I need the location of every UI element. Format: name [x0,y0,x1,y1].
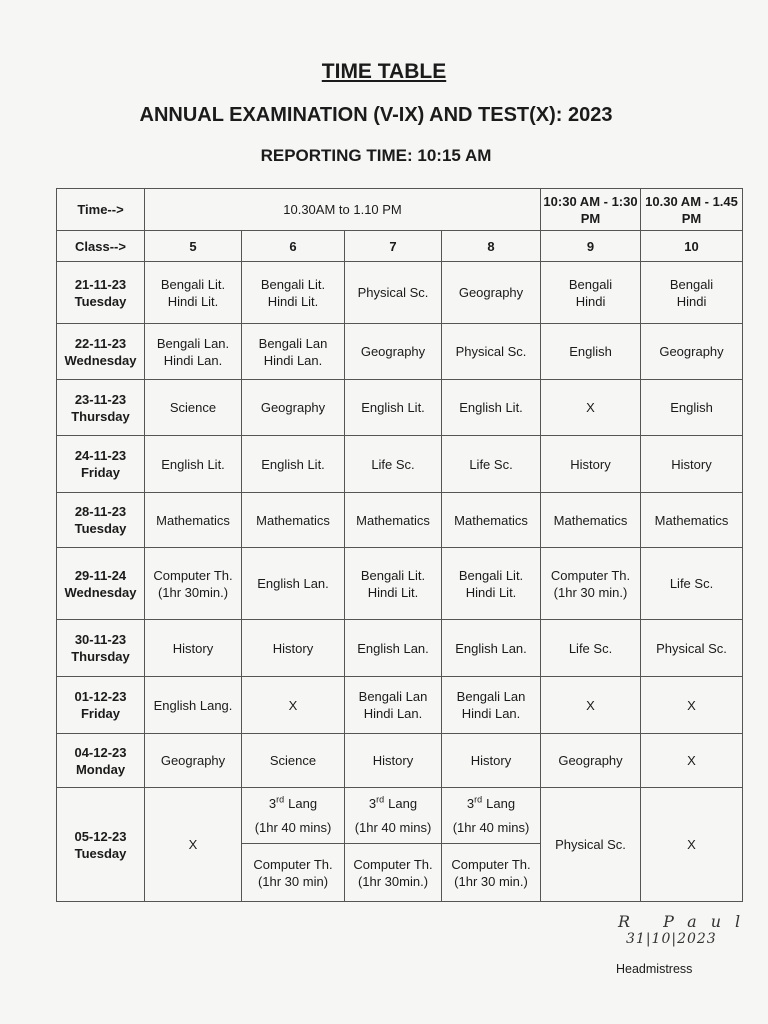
timetable [56,188,743,902]
lang-word: Lang [288,796,318,811]
subject-cell: Physical Sc. [641,620,743,677]
day-text: Monday [75,761,126,777]
subject-cell: English Lan. [242,548,345,620]
subject-cell: Life Sc. [442,436,541,493]
subject-cell: Physical Sc. [345,262,442,324]
lang-title [244,795,342,812]
subject-cell: Computer Th. (1hr 30 min.) [442,844,541,902]
subject-cell: Bengali Lit. Hindi Lit. [345,548,442,620]
subject-cell: Geography [242,380,345,436]
class-header-8: 8 [442,231,541,262]
date-text: 21-11-23 [74,276,127,292]
subject-cell: Geography [442,262,541,324]
time-main: 10.30AM to 1.10 PM [145,189,541,231]
day-cell [57,493,145,548]
subject-cell: X [641,677,743,734]
table-row [57,436,743,493]
signature-name: R Paul [618,912,755,931]
table-row [57,734,743,788]
lang-number: 3 [368,796,377,811]
lang-suffix: rd [276,794,285,805]
subject-cell: Geography [541,734,641,788]
subject-cell: Bengali Lan Hindi Lan. [345,677,442,734]
subject-cell: X [541,380,641,436]
date-text: 04-12-23 [74,744,127,760]
lang-word: Lang [388,796,418,811]
subject-cell: Geography [641,324,743,380]
class-row [57,231,743,262]
subject-cell [345,788,442,844]
table-row [57,677,743,734]
subject-cell: Physical Sc. [442,324,541,380]
subject-cell [242,788,345,844]
subject-cell: English Lan. [345,620,442,677]
subject-cell: History [541,436,641,493]
subject-cell: English [541,324,641,380]
class-header-10: 10 [641,231,743,262]
class-header-5: 5 [145,231,242,262]
table-row [57,380,743,436]
lang-number: 3 [268,796,277,811]
subject-cell: Mathematics [641,493,743,548]
day-text: Wednesday [64,584,137,600]
subject-cell: Life Sc. [345,436,442,493]
table-row [57,493,743,548]
subject-cell: Life Sc. [641,548,743,620]
subject-cell: Bengali Lan Hindi Lan. [442,677,541,734]
subject-cell: Bengali Lan. Hindi Lan. [145,324,242,380]
subject-cell: Mathematics [242,493,345,548]
subject-cell: Bengali Lit. Hindi Lit. [145,262,242,324]
lang-number: 3 [466,796,475,811]
date-text: 28-11-23 [74,504,127,519]
subject-cell: Mathematics [145,493,242,548]
class-header-9: 9 [541,231,641,262]
day-text: Tuesday [74,845,127,861]
subject-cell [442,788,541,844]
subject-cell: English [641,380,743,436]
subject-cell: History [242,620,345,677]
subject-cell: Science [242,734,345,788]
subject-cell: Mathematics [345,493,442,548]
lang-duration: (1hr 40 mins) [254,820,332,835]
class-label: Class--> [57,231,145,262]
subject-cell: X [145,788,242,902]
page-title: TIME TABLE [321,60,447,83]
day-cell [57,677,145,734]
lang-suffix: rd [474,794,483,805]
day-cell [57,548,145,620]
day-cell [57,324,145,380]
signature-date: 31|10|2023 [626,931,717,947]
day-cell [57,734,145,788]
date-text: 01-12-23 [74,689,127,704]
table-row [57,262,743,324]
day-cell [57,380,145,436]
lang-title [444,795,538,812]
time-class-10: 10.30 AM - 1.45 PM [641,189,743,231]
subject-cell: History [641,436,743,493]
subject-cell: X [641,734,743,788]
subject-cell: History [345,734,442,788]
subject-cell: History [145,620,242,677]
date-text: 29-11-24 [74,567,127,583]
table-row [57,324,743,380]
day-text: Thursday [71,408,130,424]
class-header-6: 6 [242,231,345,262]
subject-cell: Computer Th. (1hr 30min.) [145,548,242,620]
lang-suffix: rd [376,794,385,805]
day-cell [57,788,145,902]
subject-cell: Mathematics [442,493,541,548]
date-text: 24-11-23 [74,448,127,463]
subject-cell: Bengali Hindi [541,262,641,324]
day-cell [57,262,145,324]
subject-cell: English Lit. [145,436,242,493]
subject-cell: History [442,734,541,788]
date-text: 30-11-23 [74,632,127,647]
subject-cell: Mathematics [541,493,641,548]
reporting-time: REPORTING TIME: 10:15 AM [260,146,492,165]
lang-duration: (1hr 40 mins) [354,820,432,835]
date-text: 05-12-23 [74,828,127,844]
class-header-7: 7 [345,231,442,262]
subject-cell: Bengali Lan Hindi Lan. [242,324,345,380]
lang-title [347,795,439,812]
headmistress-label: Headmistress [616,962,693,976]
subject-cell: Computer Th. (1hr 30min.) [345,844,442,902]
lang-word: Lang [486,796,516,811]
subject-cell: Bengali Lit. Hindi Lit. [442,548,541,620]
subject-cell: English Lit. [442,380,541,436]
subject-cell: X [641,788,743,902]
subject-cell: Bengali Lit. Hindi Lit. [242,262,345,324]
time-class-9: 10:30 AM - 1:30 PM [541,189,641,231]
day-text: Friday [80,706,120,721]
subject-cell: Physical Sc. [541,788,641,902]
lang-duration: (1hr 40 mins) [452,820,530,835]
subject-cell: Computer Th. (1hr 30 min.) [541,548,641,620]
subject-cell: English Lang. [145,677,242,734]
signature [618,912,754,947]
subject-cell: Geography [145,734,242,788]
table-row [57,788,743,844]
table-row [57,620,743,677]
subject-cell: X [541,677,641,734]
day-text: Thursday [71,649,130,664]
day-text: Tuesday [74,521,127,536]
date-text: 22-11-23 [74,335,127,351]
subject-cell: Bengali Hindi [641,262,743,324]
subject-cell: Computer Th. (1hr 30 min) [242,844,345,902]
subject-cell: Life Sc. [541,620,641,677]
schedule-body [57,262,743,788]
date-text: 23-11-23 [74,391,127,407]
subject-cell: English Lan. [442,620,541,677]
time-label: Time--> [57,189,145,231]
subject-cell: Science [145,380,242,436]
subject-cell: English Lit. [345,380,442,436]
day-cell [57,436,145,493]
day-text: Tuesday [74,293,127,309]
subject-cell: Geography [345,324,442,380]
day-cell [57,620,145,677]
subject-cell: English Lit. [242,436,345,493]
day-text: Wednesday [64,352,137,368]
time-row [57,189,743,231]
subject-cell: X [242,677,345,734]
day-text: Friday [80,465,120,480]
table-row [57,548,743,620]
exam-subtitle: ANNUAL EXAMINATION (V-IX) AND TEST(X): 2023 [139,104,613,126]
